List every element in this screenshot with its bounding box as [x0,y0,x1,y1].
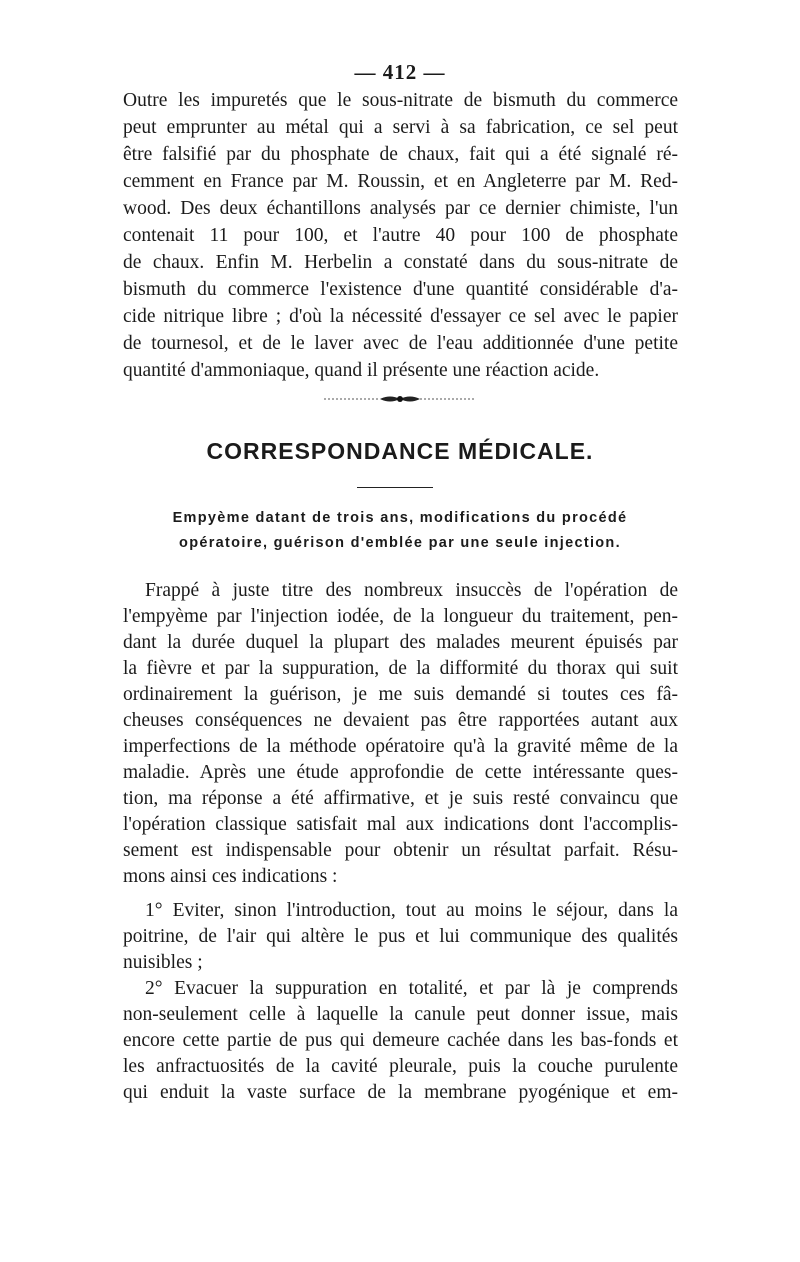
text-line: imperfections de la méthode opératoire qu'à la gravité même de la [123,736,678,757]
ornament-divider-icon [320,393,480,405]
text-line: qui enduit la vaste surface de la membrane pyogénique et em- [123,1082,678,1103]
text-line: maladie. Après une étude approfondie de cette intéressante ques- [123,762,678,783]
text-line: wood. Des deux échantillons analysés par ce dernier chimiste, l'un [123,198,678,219]
text-line: l'opération classique satisfait mal aux indications dont l'accomplis- [123,814,678,835]
text-line: dant la durée duquel la plupart des malades meurent épuisés par [123,632,678,653]
text-line: ordinairement la guérison, je me suis demandé si toutes ces fâ- [123,684,678,705]
text-line: l'empyème par l'injection iodée, de la longueur du traitement, pen- [123,606,678,627]
text-line: nuisibles ; [123,952,203,973]
text-line: Frappé à juste titre des nombreux insuccès de l'opération de [145,580,678,601]
text-line: quantité d'ammoniaque, quand il présente une réaction acide. [123,360,600,381]
text-line: cheuses conséquences ne devaient pas être rapportées autant aux [123,710,678,731]
text-line: cide nitrique libre ; d'où la nécessité d'essayer ce sel avec le papier [123,306,678,327]
text-line: cemment en France par M. Roussin, et en Angleterre par M. Red- [123,171,678,192]
article-subtitle-line: Empyème datant de trois ans, modifications du procédé [172,510,628,526]
text-line: 1° Eviter, sinon l'introduction, tout au moins le séjour, dans la [145,900,678,921]
text-line: la fièvre et par la suppuration, de la difformité du thorax qui suit [123,658,678,679]
text-line: les anfractuosités de la cavité pleurale, puis la couche purulente [123,1056,678,1077]
text-line: mons ainsi ces indications : [123,866,338,887]
text-line: 2° Evacuer la suppuration en totalité, et par là je comprends [145,978,678,999]
text-line: contenait 11 pour 100, et l'autre 40 pour 100 de phosphate [123,225,678,246]
text-line: peut emprunter au métal qui a servi à sa fabrication, ce sel peut [123,117,678,138]
title-rule [357,487,433,488]
text-line: poitrine, de l'air qui altère le pus et lui communique des qualités [123,926,678,947]
text-line: tion, ma réponse a été affirmative, et je suis resté convaincu que [123,788,678,809]
text-line: Outre les impuretés que le sous-nitrate de bismuth du commerce [123,90,678,111]
section-ornament [0,392,800,410]
text-line: non-seulement celle à laquelle la canule peut donner issue, mais [123,1004,678,1025]
text-line: de chaux. Enfin M. Herbelin a constaté dans du sous-nitrate de [123,252,678,273]
page-number: — 412 — [354,60,446,84]
text-line: de tournesol, et de le laver avec de l'eau additionnée d'une petite [123,333,678,354]
text-line: encore cette partie de pus qui demeure cachée dans les bas-fonds et [123,1030,678,1051]
text-line: bismuth du commerce l'existence d'une quantité considérable d'a- [123,279,678,300]
text-line: sement est indispensable pour obtenir un résultat parfait. Résu- [123,840,678,861]
article-subtitle-line: opératoire, guérison d'emblée par une seule injection. [179,535,621,551]
text-line: être falsifié par du phosphate de chaux, fait qui a été signalé ré- [123,144,678,165]
section-title: CORRESPONDANCE MÉDICALE. [206,438,594,464]
